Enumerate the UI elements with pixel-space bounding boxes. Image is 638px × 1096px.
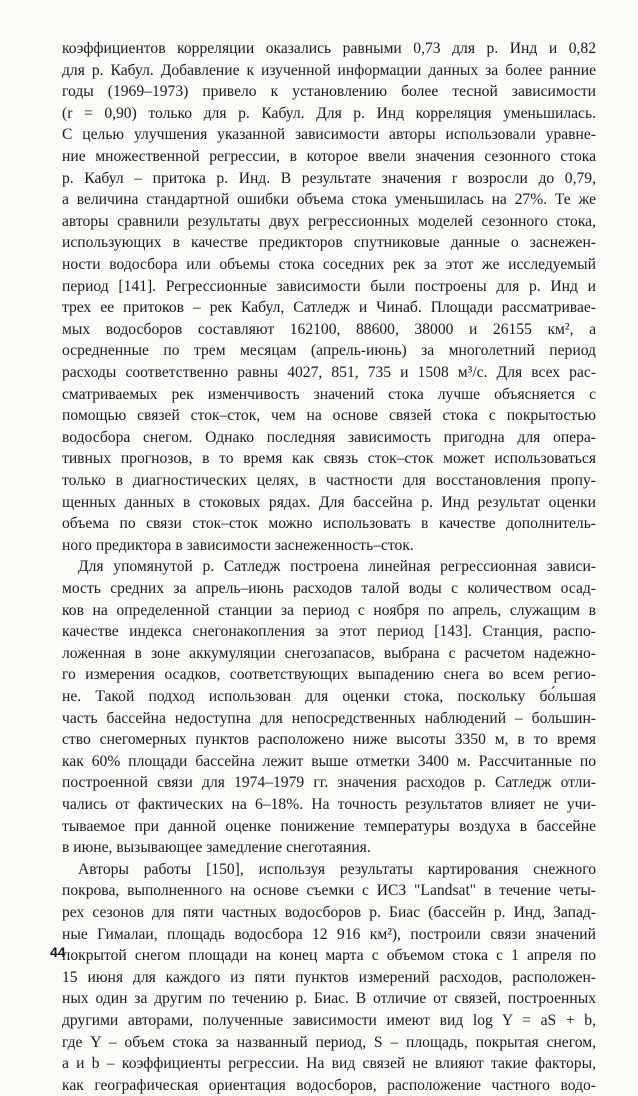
text-line: качестве индекса снегонакопления за этот период [143]. Станция, распо- [62, 623, 596, 641]
text-line: ние множественной регрессии, в которое ввели значения сезонного стока [62, 148, 596, 165]
text-line: коэффициентов корреляции оказались равными 0,73 для р. Инд и 0,82 [62, 40, 596, 57]
page-number: 44 [50, 944, 66, 960]
text-line: авторы сравнили результаты двух регрессионных моделей сезонного стока, [62, 212, 596, 230]
text-line: покрова, выполненного на основе съемки с ИСЗ "Landsat" в течение четы- [62, 882, 596, 900]
text-line: не. Такой подход использован для оценки стока, поскольку бо́льшая [62, 688, 596, 705]
text-line: в июне, вызывающее замедление снеготаяния. [62, 839, 371, 857]
text-line: расходы соответственно равны 4027, 851, 735 и 1508 м³/с. Для всех рас- [62, 364, 596, 381]
text-line: тываемое при данной оценке понижение температуры воздуха в бассейне [62, 817, 596, 835]
text-line: а величина стандартной ошибки объема стока уменьшилась на 27%. Те же [62, 191, 596, 209]
text-line: годы (1969–1973) привело к установлению более тесной зависимости [62, 83, 596, 101]
text-line: тивных прогнозов, в то время как связь сток–сток может использоваться [62, 450, 596, 468]
text-line: построенной связи для 1974–1979 гг. значения расходов р. Сатледж отли- [62, 774, 596, 792]
text-line: использующих в качестве предикторов спутниковые данные о заснежен- [62, 234, 596, 252]
text-line: ного предиктора в зависимости заснеженность–сток. [62, 536, 414, 554]
text-line: р. Кабул – притока р. Инд. В результате значения r возросли до 0,79, [62, 169, 596, 187]
text-line: для р. Кабул. Добавление к изученной информации данных за более ранние [62, 61, 596, 79]
text-line: Для упомянутой р. Сатледж построена линейная регрессионная зависи- [78, 558, 596, 576]
text-line: трех ее притоков – рек Кабул, Сатледж и Чинаб. Площади рассматривае- [62, 299, 596, 317]
text-line: рех сезонов для пяти частных водосборов р. Биас (бассейн р. Инд, Запад- [62, 904, 596, 921]
text-line: чались от фактических на 6–18%. На точность результатов влияет не учи- [62, 796, 596, 813]
text-line: ных один за другим по течению р. Биас. В отличие от связей, построенных [62, 990, 596, 1008]
text-line: го измерения осадков, соответствующих выпадению снега во всем регио- [62, 666, 596, 684]
text-line: Авторы работы [150], используя результаты картирования снежного [78, 860, 596, 878]
text-line: ков на определенной станции за период с ноября по апрель, служащим в [62, 601, 596, 619]
text-line: ности водосбора или объемы стока соседних рек за этот же исследуемый [62, 256, 596, 273]
text-line: объема по связи сток–сток можно использовать в качестве дополнитель- [62, 515, 596, 533]
text-line: ложенная в зоне аккумуляции снегозапасов, выбрана с расчетом надежно- [62, 644, 596, 662]
text-line: сматриваемых рек изменчивость значений стока лучше объясняется с [62, 385, 596, 403]
text-line: часть бассейна недоступна для непосредственных наблюдений – большин- [62, 709, 596, 727]
text-line: только в диагностических целях, в частности для восстановления пропу- [62, 472, 596, 489]
text-line: 15 июня для каждого из пяти пунктов измерений расходов, расположен- [62, 968, 596, 986]
text-line: a и b – коэффициенты регрессии. На вид связей не влияют такие факторы, [62, 1055, 596, 1073]
text-line: щенных данных в стоковых рядах. Для бассейна р. Инд результат оценки [62, 493, 596, 511]
text-line: помощью связей сток–сток, чем на основе связей стока с покрытостью [62, 407, 596, 425]
text-line: период [141]. Регрессионные зависимости были построены для р. Инд и [62, 277, 596, 295]
text-line: где Y – объем стока за названный период, S – площадь, покрытая снегом, [62, 1033, 596, 1051]
text-line: (r = 0,90) только для р. Кабул. Для р. Инд корреляция уменьшилась. [62, 104, 596, 122]
text-line: мых водосборов составляют 162100, 88600, 38000 и 26155 км², а [62, 320, 596, 338]
text-line: другими авторами, полученные зависимости имеют вид log Y = aS + b, [62, 1012, 596, 1029]
text-line: как 60% площади бассейна лежит выше отметки 3400 м. Рассчитанные по [62, 752, 596, 770]
text-line: ные Гималаи, площадь водосбора 12 916 км²), построили связи значений [62, 925, 596, 943]
text-line: как географическая ориентация водосборов, расположение частного водо- [62, 1076, 596, 1094]
text-line: мость средних за апрель–июнь расходов талой воды с количеством осад- [62, 580, 596, 597]
text-line: С целью улучшения указанной зависимости авторы использовали уравне- [62, 126, 596, 144]
text-line: водосбора снегом. Однако последняя зависимость пригодна для опера- [62, 428, 596, 446]
text-line: осредненные по трем месяцам (апрель-июнь) за многолетний период [62, 342, 596, 360]
text-line: покрытой снегом площади на конец марта с объемом стока с 1 апреля по [62, 947, 596, 965]
text-line: ство снегомерных пунктов расположено ниже высоты 3350 м, в то время [62, 731, 596, 749]
